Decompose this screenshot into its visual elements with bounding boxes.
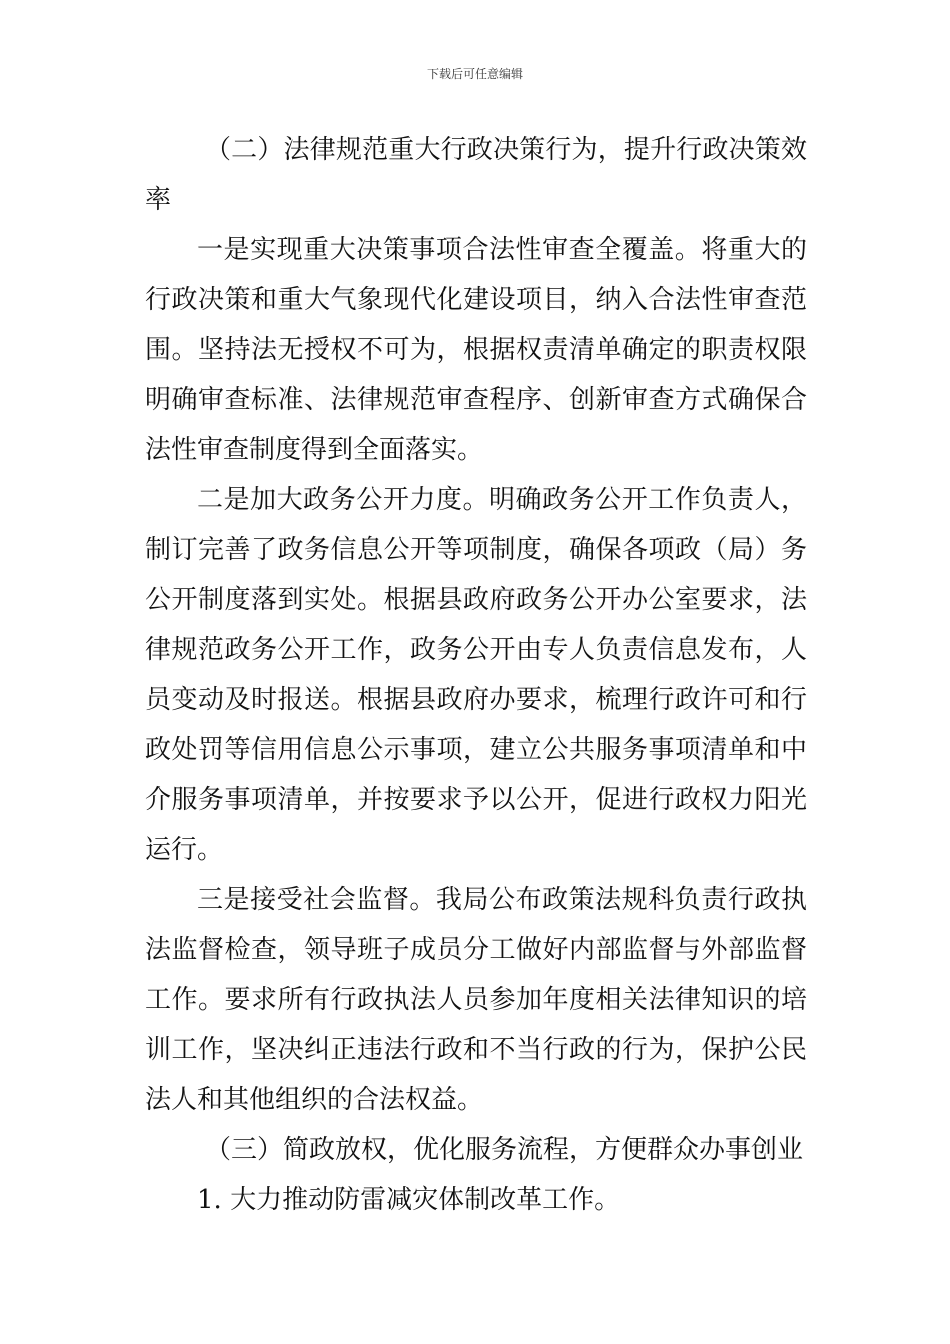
paragraph-1: 一是实现重大决策事项合法性审查全覆盖。将重大的行政决策和重大气象现代化建设项目，纳入合法性审查范围。坚持法无授权不可为，根据权责清单确定的职责权限明确审查标准、法律规范审查程序、创新审查方式确保合法性审查制度得到全面落实。 — [145, 235, 807, 465]
paragraph-2: 二是加大政务公开力度。明确政务公开工作负责人，制订完善了政务信息公开等项制度，确保各项政（局）务公开制度落到实处。根据县政府政务公开办公室要求，法律规范政务公开工作，政务公开由专人负责信息发布，人员变动及时报送。根据县政府办要求，梳理行政许可和行政处罚等信用信息公示事项，建立公共服务事项清单和中介服务事项清单，并按要求予以公开，促进行政权力阳光运行。 — [145, 485, 807, 865]
paragraph-3: 三是接受社会监督。我局公布政策法规科负责行政执法监督检查，领导班子成员分工做好内部监督与外部监督工作。要求所有行政执法人员参加年度相关法律知识的培训工作，坚决纠正违法行政和不当行政的行为，保护公民法人和其他组织的合法权益。 — [145, 885, 807, 1115]
header-note: 下载后可任意编辑 — [426, 67, 523, 81]
section-heading-2: （二）法律规范重大行政决策行为，提升行政决策效率 — [145, 135, 807, 215]
list-item-1: 1. 大力推动防雷减灾体制改革工作。 — [197, 1185, 621, 1215]
document-body — [145, 125, 807, 1225]
section-heading-3: （三）简政放权，优化服务流程，方便群众办事创业 — [205, 1135, 804, 1165]
